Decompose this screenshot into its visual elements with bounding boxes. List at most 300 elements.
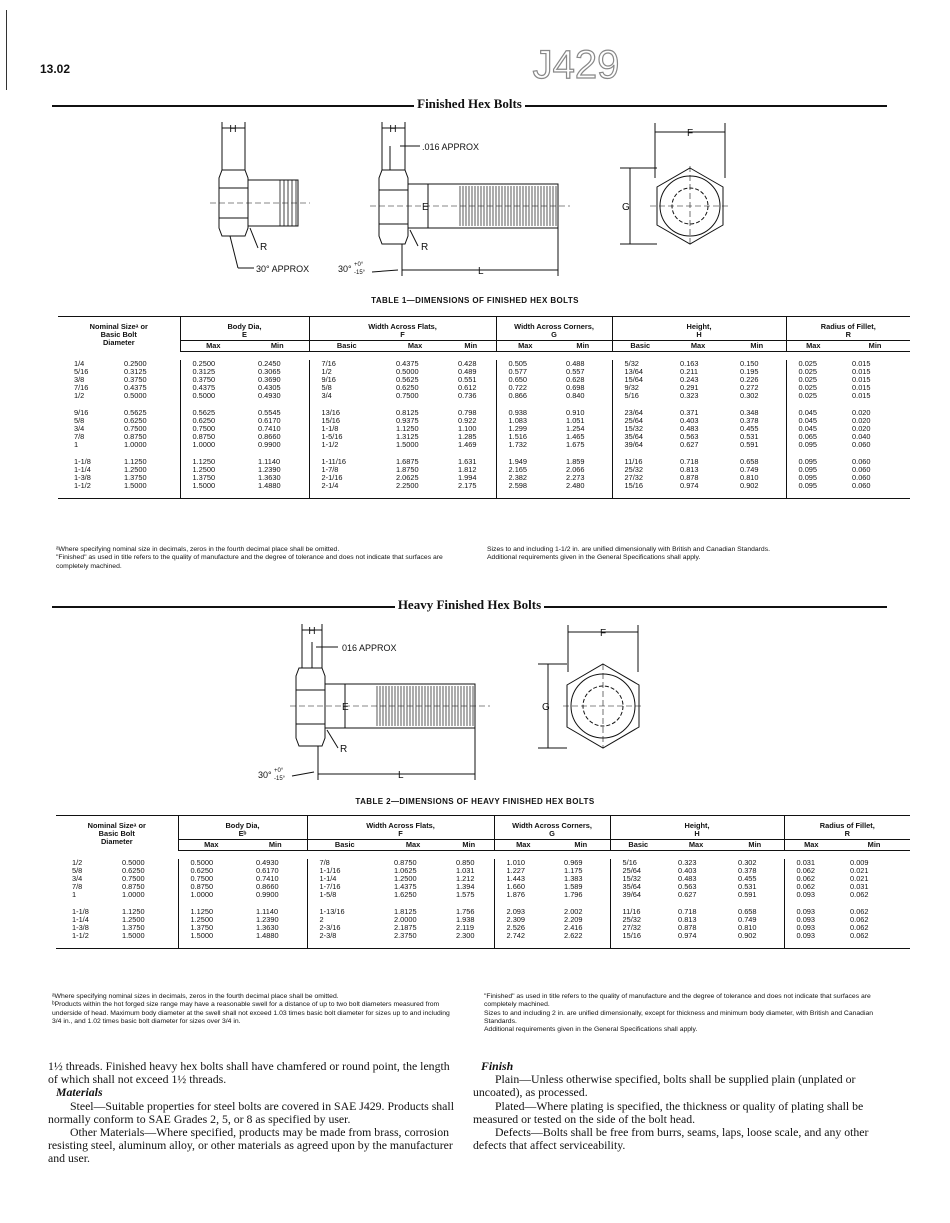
table-row bbox=[56, 908, 910, 916]
table-cell: 0.878 bbox=[680, 472, 699, 482]
table-row bbox=[58, 482, 910, 490]
col-height: Height, H bbox=[612, 317, 786, 341]
table-cell: 0.062 bbox=[850, 914, 869, 924]
table-cell: 5/16 bbox=[612, 392, 668, 400]
short-bolt-figure bbox=[210, 122, 310, 274]
section-heading: Finish bbox=[481, 1059, 514, 1073]
table-cell: 0.093 bbox=[784, 924, 838, 932]
table-cell: 0.195 bbox=[740, 366, 759, 376]
table-cell: 0.850 bbox=[456, 857, 475, 867]
table-cell: 0.025 bbox=[786, 384, 840, 392]
table-cell: 0.163 bbox=[680, 358, 699, 368]
table-cell: 1-1/2 bbox=[74, 481, 91, 491]
table-cell: 0.6250 bbox=[124, 415, 147, 425]
table-cell: 0.8660 bbox=[258, 432, 281, 442]
table-cell: 2.119 bbox=[456, 922, 474, 932]
table-cell: 2.002 bbox=[564, 906, 583, 916]
table-cell: 5/8 bbox=[309, 384, 384, 392]
table-cell: 2.742 bbox=[494, 932, 552, 940]
table-cell: 0.9375 bbox=[396, 415, 419, 425]
subheader-max: Max bbox=[668, 341, 728, 352]
subheader-max: Max bbox=[384, 341, 446, 352]
table-cell: 0.810 bbox=[738, 922, 757, 932]
table-cell: 1.0625 bbox=[394, 865, 417, 875]
section-heading: Materials bbox=[56, 1085, 103, 1100]
table-cell: 0.4930 bbox=[256, 857, 279, 867]
table-cell: 9/32 bbox=[612, 384, 668, 392]
svg-text:J429: J429 bbox=[532, 43, 620, 87]
table-cell: 0.060 bbox=[852, 464, 871, 474]
table-cell: 5/8 bbox=[72, 865, 83, 875]
table-cell: 0.749 bbox=[740, 464, 759, 474]
table-cell: 15/32 bbox=[612, 425, 668, 433]
svg-text:.016 APPROX: .016 APPROX bbox=[422, 142, 480, 152]
table-cell: 1 bbox=[74, 440, 79, 450]
page-number: 13.02 bbox=[40, 62, 71, 76]
table-cell: 1.1140 bbox=[256, 906, 279, 916]
table-row bbox=[56, 883, 910, 891]
table-cell: 0.455 bbox=[738, 873, 757, 883]
table-cell: 0.009 bbox=[850, 857, 869, 867]
table-cell: 0.2500 bbox=[124, 358, 147, 368]
table-cell: 2.480 bbox=[566, 481, 585, 491]
table-cell: 1.051 bbox=[566, 415, 585, 425]
table-row bbox=[58, 376, 910, 384]
table-cell: 0.749 bbox=[738, 914, 757, 924]
table-cell: 0.8125 bbox=[396, 407, 419, 417]
table-cell: 0.045 bbox=[786, 425, 840, 433]
table-cell: 0.302 bbox=[738, 857, 757, 867]
table-cell: 0.902 bbox=[738, 931, 757, 941]
subheader-max: Max bbox=[666, 840, 726, 851]
table-cell: 1.6250 bbox=[394, 890, 417, 900]
table-cell: 0.093 bbox=[784, 908, 838, 916]
table-cell: 1.1250 bbox=[122, 906, 145, 916]
svg-text:30°: 30° bbox=[338, 264, 352, 274]
table-cell: 0.065 bbox=[786, 433, 840, 441]
table-row bbox=[58, 425, 910, 433]
table-cell: 25/32 bbox=[612, 466, 668, 474]
table-cell: 1.812 bbox=[458, 464, 477, 474]
table-cell: 2-1/4 bbox=[309, 482, 384, 490]
col-nominal-size: Nominal Sizeᵃ or Basic Bolt Diameter bbox=[58, 317, 180, 352]
table-cell: 0.974 bbox=[678, 931, 697, 941]
subheader-max: Max bbox=[784, 840, 838, 851]
table-cell: 0.371 bbox=[680, 407, 699, 417]
table-cell: 0.3125 bbox=[124, 366, 147, 376]
subheader-max: Max bbox=[178, 840, 244, 851]
body-text-right-column bbox=[473, 1060, 888, 1152]
table-cell: 0.095 bbox=[786, 458, 840, 466]
table-cell: 39/64 bbox=[610, 891, 666, 899]
table-cell: 1.516 bbox=[496, 433, 554, 441]
table-row bbox=[58, 417, 910, 425]
table-cell: 0.378 bbox=[738, 865, 757, 875]
table-cell: 0.577 bbox=[496, 368, 554, 376]
table-row bbox=[56, 932, 910, 940]
col-height: Height, H bbox=[610, 816, 784, 840]
svg-text:H: H bbox=[389, 124, 397, 135]
table-cell: 0.5000 bbox=[124, 391, 147, 401]
svg-text:F: F bbox=[599, 628, 607, 639]
table-cell: 1.675 bbox=[566, 440, 585, 450]
table-cell: 0.8750 bbox=[180, 433, 246, 441]
table-cell: 0.2500 bbox=[180, 360, 246, 368]
binding-edge-mark bbox=[6, 10, 7, 90]
table-cell: 1/2 bbox=[309, 368, 384, 376]
table-cell: 1.756 bbox=[456, 906, 475, 916]
table-cell: 1.2390 bbox=[258, 464, 281, 474]
table-cell: 1.796 bbox=[564, 890, 583, 900]
table-cell: 2.309 bbox=[494, 916, 552, 924]
table-cell: 7/8 bbox=[72, 882, 83, 892]
table-cell: 2.622 bbox=[564, 931, 583, 941]
table-cell: 1.1250 bbox=[180, 458, 246, 466]
table-cell: 0.591 bbox=[740, 440, 759, 450]
table-cell: 0.9900 bbox=[256, 890, 279, 900]
table-row bbox=[58, 409, 910, 417]
table-cell: 0.5545 bbox=[258, 407, 281, 417]
table-cell: 1-1/8 bbox=[309, 425, 384, 433]
table-cell: 0.150 bbox=[740, 358, 759, 368]
table-cell: 0.015 bbox=[852, 383, 871, 393]
table-cell: 1.083 bbox=[496, 417, 554, 425]
table-cell: 9/16 bbox=[74, 407, 89, 417]
table-cell: 0.922 bbox=[458, 415, 477, 425]
table-cell: 0.323 bbox=[680, 391, 699, 401]
svg-text:F: F bbox=[686, 128, 694, 139]
table-cell: 1.299 bbox=[496, 425, 554, 433]
table-cell: 0.095 bbox=[786, 474, 840, 482]
table-row bbox=[56, 875, 910, 883]
table-cell: 0.3750 bbox=[180, 376, 246, 384]
table-cell: 1.1250 bbox=[178, 908, 244, 916]
table-cell: 2.0000 bbox=[394, 914, 417, 924]
table-cell: 0.628 bbox=[566, 374, 585, 384]
table-cell: 0.4375 bbox=[124, 383, 147, 393]
table-cell: 15/16 bbox=[610, 932, 666, 940]
table-cell: 1/2 bbox=[74, 391, 85, 401]
table-cell: 0.627 bbox=[678, 890, 697, 900]
table-cell: 0.505 bbox=[496, 360, 554, 368]
table-cell: 2.382 bbox=[496, 474, 554, 482]
table-cell: 1.938 bbox=[456, 914, 475, 924]
table-cell: 1.589 bbox=[564, 882, 583, 892]
table-cell: 0.6170 bbox=[258, 415, 281, 425]
table-cell: 0.020 bbox=[852, 423, 871, 433]
table-cell: 0.025 bbox=[786, 368, 840, 376]
table-cell: 3/4 bbox=[309, 392, 384, 400]
table-cell: 0.7500 bbox=[180, 425, 246, 433]
table-cell: 35/64 bbox=[610, 883, 666, 891]
subheader-max: Max bbox=[494, 840, 552, 851]
table-cell: 0.015 bbox=[852, 366, 871, 376]
table-cell: 1.285 bbox=[458, 432, 477, 442]
subheader-min: Min bbox=[552, 840, 610, 851]
table2-caption: TABLE 2—DIMENSIONS OF HEAVY FINISHED HEX BOLTS bbox=[355, 797, 595, 806]
table-cell: 23/64 bbox=[612, 409, 668, 417]
table-cell: 0.4375 bbox=[396, 358, 419, 368]
table-cell: 1.1140 bbox=[258, 456, 281, 466]
table-cell: 2.1875 bbox=[394, 922, 417, 932]
table-cell: 1.631 bbox=[458, 456, 477, 466]
col-fillet-radius: Radius of Fillet, R bbox=[784, 816, 910, 840]
table-row bbox=[58, 458, 910, 466]
svg-text:R: R bbox=[260, 242, 268, 253]
table-cell: 0.974 bbox=[680, 481, 699, 491]
table-cell: 0.2450 bbox=[258, 358, 281, 368]
table-cell: 0.7500 bbox=[122, 873, 145, 883]
table-cell: 11/16 bbox=[612, 458, 668, 466]
table-cell: 13/16 bbox=[309, 409, 384, 417]
table-cell: 1.3630 bbox=[256, 922, 279, 932]
table-cell: 0.025 bbox=[786, 392, 840, 400]
table1-notes-left: ᵃWhere specifying nominal size in decimals, zeros in the fourth decimal place shall be omitted. "Finished" as used in title refers to the quality of manufacture and the degree of tolerance and does not indicate that surfaces are completely machined. bbox=[56, 546, 443, 570]
table-row bbox=[56, 924, 910, 932]
table-cell: 1.2500 bbox=[394, 873, 417, 883]
table-cell: 0.031 bbox=[784, 859, 838, 867]
table-cell: 1-3/8 bbox=[74, 472, 91, 482]
table-cell: 1.0000 bbox=[122, 890, 145, 900]
table-cell: 1.876 bbox=[494, 891, 552, 899]
table-cell: 1-1/4 bbox=[72, 914, 89, 924]
svg-text:-15°: -15° bbox=[354, 270, 366, 276]
table-cell: 2.598 bbox=[496, 482, 554, 490]
subheader-min: Min bbox=[246, 341, 309, 352]
table-cell: 2.165 bbox=[496, 466, 554, 474]
table-cell: 11/16 bbox=[610, 908, 666, 916]
table-cell: 0.9900 bbox=[258, 440, 281, 450]
table-cell: 1.4880 bbox=[258, 481, 281, 491]
table-cell: 1.2390 bbox=[256, 914, 279, 924]
table-cell: 0.3065 bbox=[258, 366, 281, 376]
table1-finished-hex-bolts bbox=[58, 316, 910, 499]
table-cell: 0.5000 bbox=[396, 366, 419, 376]
table-cell: 1.3630 bbox=[258, 472, 281, 482]
table-cell: 1.3750 bbox=[124, 472, 147, 482]
table-cell: 15/32 bbox=[610, 875, 666, 883]
svg-text:016 APPROX: 016 APPROX bbox=[342, 643, 397, 653]
table-cell: 1-1/4 bbox=[74, 464, 91, 474]
table-cell: 1.5000 bbox=[124, 481, 147, 491]
table-row bbox=[58, 392, 910, 400]
document-number-mark bbox=[486, 40, 666, 90]
table-cell: 0.5625 bbox=[396, 374, 419, 384]
table-cell: 2.416 bbox=[564, 922, 583, 932]
table-cell: 0.798 bbox=[458, 407, 477, 417]
table-cell: 0.6170 bbox=[256, 865, 279, 875]
table-cell: 2-1/16 bbox=[309, 474, 384, 482]
table-cell: 0.021 bbox=[850, 873, 869, 883]
table-cell: 0.5000 bbox=[180, 392, 246, 400]
table-cell: 0.025 bbox=[786, 376, 840, 384]
table-row bbox=[56, 891, 910, 899]
table-cell: 1.4375 bbox=[394, 882, 417, 892]
table-cell: 2.209 bbox=[564, 914, 583, 924]
table-cell: 0.718 bbox=[678, 906, 697, 916]
col-body-dia: Body Dia, Eᵇ bbox=[178, 816, 307, 840]
table-cell: 1.5000 bbox=[122, 931, 145, 941]
table-cell: 1.5000 bbox=[180, 482, 246, 490]
table-cell: 0.8750 bbox=[122, 882, 145, 892]
table1-notes-right: Sizes to and including 1-1/2 in. are unified dimensionally with British and Canadian Standards. Additional requirements given in the General Specifications shall apply. bbox=[487, 546, 770, 562]
table-cell: 1.443 bbox=[494, 875, 552, 883]
table-cell: 0.531 bbox=[740, 432, 759, 442]
table-cell: 0.062 bbox=[850, 922, 869, 932]
table-cell: 0.3750 bbox=[124, 374, 147, 384]
subheader-max: Max bbox=[786, 341, 840, 352]
col-fillet-radius: Radius of Fillet, R bbox=[786, 317, 910, 341]
table-cell: 0.291 bbox=[680, 383, 699, 393]
table-cell: 0.551 bbox=[458, 374, 477, 384]
table-cell: 0.025 bbox=[786, 360, 840, 368]
svg-text:H: H bbox=[229, 124, 237, 135]
table-cell: 7/8 bbox=[74, 432, 85, 442]
table-cell: 0.840 bbox=[566, 391, 585, 401]
table-cell: 0.6250 bbox=[180, 417, 246, 425]
table-cell: 0.5625 bbox=[124, 407, 147, 417]
table-cell: 0.878 bbox=[678, 922, 697, 932]
table-cell: 0.302 bbox=[740, 391, 759, 401]
table-cell: 0.8750 bbox=[394, 857, 417, 867]
hex-head-end-view bbox=[620, 123, 730, 246]
table-cell: 1.010 bbox=[494, 859, 552, 867]
table-cell: 1.5000 bbox=[396, 440, 419, 450]
table-cell: 1.465 bbox=[566, 432, 585, 442]
table-cell: 1.100 bbox=[458, 423, 477, 433]
table-cell: 1-1/2 bbox=[72, 931, 89, 941]
subheader-max: Max bbox=[180, 341, 246, 352]
table-row bbox=[58, 384, 910, 392]
table-cell: 0.062 bbox=[784, 867, 838, 875]
table-cell: 0.910 bbox=[566, 407, 585, 417]
table-cell: 1.4880 bbox=[256, 931, 279, 941]
subheader-min: Min bbox=[840, 341, 910, 352]
col-nominal-size: Nominal Sizeᵃ or Basic Bolt Diameter bbox=[56, 816, 178, 851]
table-cell: 0.4305 bbox=[258, 383, 281, 393]
table-cell: 2.273 bbox=[566, 472, 585, 482]
table-cell: 0.3125 bbox=[180, 368, 246, 376]
table-cell: 2-3/16 bbox=[307, 924, 382, 932]
table-cell: 0.093 bbox=[784, 916, 838, 924]
table-cell: 0.243 bbox=[680, 374, 699, 384]
table-cell: 1.175 bbox=[564, 865, 583, 875]
table-cell: 1-5/8 bbox=[307, 891, 382, 899]
table-cell: 0.722 bbox=[496, 384, 554, 392]
table-cell: 1.2500 bbox=[124, 464, 147, 474]
table-cell: 0.866 bbox=[496, 392, 554, 400]
table-cell: 1.2500 bbox=[180, 466, 246, 474]
table-cell: 0.323 bbox=[678, 857, 697, 867]
table-cell: 1-7/16 bbox=[307, 883, 382, 891]
table-cell: 2 bbox=[307, 916, 382, 924]
table-cell: 5/16 bbox=[74, 366, 89, 376]
svg-text:E: E bbox=[422, 202, 429, 213]
table-cell: 25/64 bbox=[610, 867, 666, 875]
table-cell: 0.062 bbox=[850, 906, 869, 916]
subheader-basic: Basic bbox=[610, 840, 666, 851]
table-cell: 0.969 bbox=[564, 857, 583, 867]
table-cell: 0.557 bbox=[566, 366, 585, 376]
table-cell: 1.227 bbox=[494, 867, 552, 875]
table-cell: 1.994 bbox=[458, 472, 477, 482]
table-cell: 0.095 bbox=[786, 441, 840, 449]
table-cell: 9/16 bbox=[309, 376, 384, 384]
table-cell: 1.1250 bbox=[396, 423, 419, 433]
table-cell: 1-7/8 bbox=[309, 466, 384, 474]
table-cell: 13/64 bbox=[612, 368, 668, 376]
paragraph: Defects—Bolts shall be free from burrs, seams, laps, loose scale, and any other defects that affect serviceability. bbox=[473, 1125, 869, 1153]
table-cell: 0.938 bbox=[496, 409, 554, 417]
table-cell: 0.015 bbox=[852, 358, 871, 368]
table-cell: 0.455 bbox=[740, 423, 759, 433]
paragraph: Plated—Where plating is specified, the thickness or quality of plating shall be measured or tested on the side of the bolt head. bbox=[473, 1098, 864, 1126]
table-cell: 0.563 bbox=[680, 432, 699, 442]
table-cell: 1-1/4 bbox=[307, 875, 382, 883]
table-cell: 0.015 bbox=[852, 391, 871, 401]
table-cell: 1.575 bbox=[456, 890, 475, 900]
paragraph: Plain—Unless otherwise specified, bolts shall be supplied plain (unplated or uncoated), as processed. bbox=[473, 1072, 856, 1100]
col-width-flats: Width Across Flats, F bbox=[307, 816, 494, 840]
table-cell: 1-1/2 bbox=[309, 441, 384, 449]
svg-text:R: R bbox=[421, 242, 429, 253]
table-cell: 0.7410 bbox=[258, 423, 281, 433]
table-cell: 0.810 bbox=[740, 472, 759, 482]
subheader-min: Min bbox=[726, 840, 784, 851]
table-cell: 0.093 bbox=[784, 932, 838, 940]
table-cell: 1.394 bbox=[456, 882, 475, 892]
table-cell: 1.3750 bbox=[122, 922, 145, 932]
subheader-max: Max bbox=[382, 840, 444, 851]
table-cell: 0.488 bbox=[566, 358, 585, 368]
table-cell: 5/16 bbox=[610, 859, 666, 867]
subheader-basic: Basic bbox=[309, 341, 384, 352]
table-cell: 0.211 bbox=[680, 366, 698, 376]
table-cell: 1.0000 bbox=[178, 891, 244, 899]
table-cell: 0.045 bbox=[786, 409, 840, 417]
table-cell: 0.6250 bbox=[178, 867, 244, 875]
table-cell: 1.0000 bbox=[124, 440, 147, 450]
table-cell: 0.062 bbox=[784, 875, 838, 883]
table-cell: 1.212 bbox=[456, 873, 475, 883]
table-cell: 1.469 bbox=[458, 440, 477, 450]
svg-text:L: L bbox=[478, 266, 484, 277]
table-cell: 0.6250 bbox=[122, 865, 145, 875]
table-cell: 27/32 bbox=[610, 924, 666, 932]
table-cell: 0.060 bbox=[852, 456, 871, 466]
table-cell: 0.6250 bbox=[396, 383, 419, 393]
table-cell: 0.403 bbox=[678, 865, 697, 875]
subheader-basic: Basic bbox=[307, 840, 382, 851]
table-cell: 15/16 bbox=[309, 417, 384, 425]
table-cell: 1.2500 bbox=[178, 916, 244, 924]
table-cell: 0.483 bbox=[680, 423, 699, 433]
svg-text:+0°: +0° bbox=[354, 262, 364, 268]
subheader-min: Min bbox=[838, 840, 910, 851]
table-cell: 0.7500 bbox=[124, 423, 147, 433]
subheader-max: Max bbox=[496, 341, 554, 352]
heavy-long-bolt-figure bbox=[258, 624, 490, 782]
table-cell: 1.8125 bbox=[394, 906, 417, 916]
table-cell: 1.8750 bbox=[396, 464, 419, 474]
table-cell: 15/64 bbox=[612, 376, 668, 384]
table-cell: 0.060 bbox=[852, 472, 871, 482]
table-cell: 1.383 bbox=[564, 873, 583, 883]
table-cell: 0.7410 bbox=[256, 873, 279, 883]
table-cell: 0.095 bbox=[786, 466, 840, 474]
table-cell: 3/4 bbox=[74, 423, 85, 433]
table-cell: 0.658 bbox=[740, 456, 759, 466]
